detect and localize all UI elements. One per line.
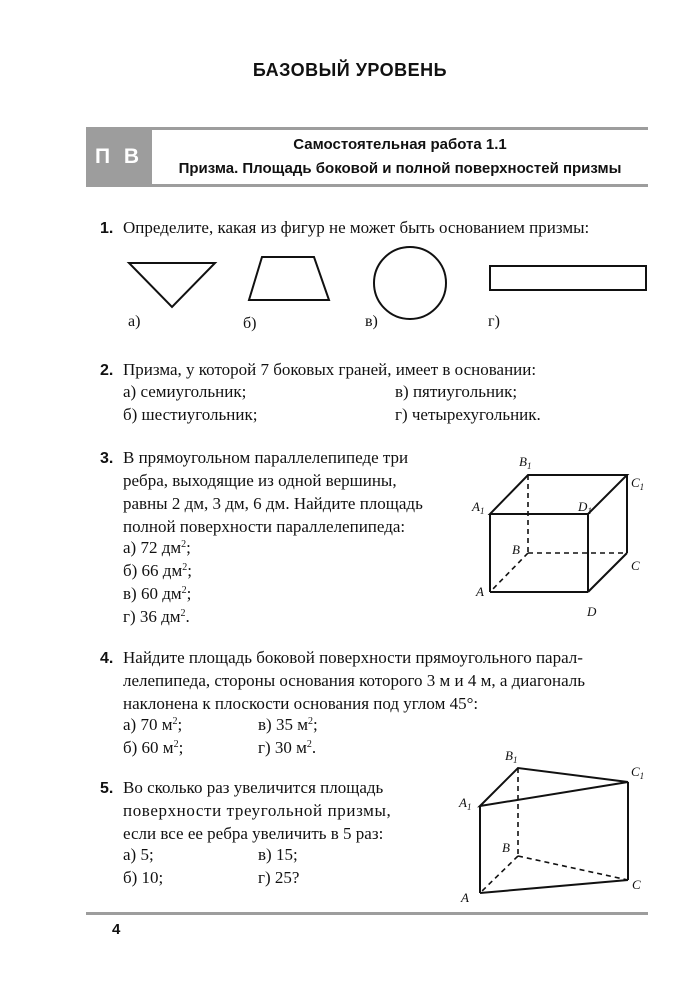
question-3-line: равны 2 дм, 3 дм, 6 дм. Найдите площадь	[123, 494, 423, 513]
answer-option: а) семиугольник;	[123, 382, 247, 401]
question-1-text: Определите, какая из фигур не может быть основанием призмы:	[123, 218, 590, 237]
vertex-label-b: B	[502, 840, 510, 855]
vertex-label-c: C	[632, 877, 641, 892]
level-badge: П В	[86, 127, 152, 187]
topic-title: Призма. Площадь боковой и полной поверхностей призмы	[178, 160, 622, 177]
question-5-number: 5.	[100, 780, 114, 797]
answer-option: а) 70 $м^2$;	[123, 715, 183, 734]
answer-option: б) 60 $м^2$;	[123, 738, 184, 757]
question-5-line: поверхности треугольной призмы,	[123, 801, 392, 820]
vertex-label-a: A	[476, 584, 484, 599]
vertex-label-a1: $A_1$	[472, 499, 485, 516]
question-5-line: Во сколько раз увеличится площадь	[123, 778, 384, 797]
vertex-label-b1: $B_1$	[519, 454, 532, 471]
vertex-label-a1: $A_1$	[459, 795, 472, 812]
answer-option: а) 72 $дм^2$;	[123, 538, 191, 557]
answer-option: в) пятиугольник;	[395, 382, 518, 401]
answer-option: б) 10;	[123, 868, 164, 887]
question-3-line: полной поверхности параллелепипеда:	[123, 517, 406, 536]
answer-option: г) 25?	[258, 868, 300, 887]
answer-option: г) четырехугольник.	[395, 405, 541, 424]
question-3-line: ребра, выходящие из одной вершины,	[123, 471, 397, 490]
question-5-line: если все ее ребра увеличить в 5 раз:	[123, 824, 384, 843]
figure-label-v: в)	[365, 313, 378, 330]
page-number: 4	[112, 921, 121, 938]
vertex-label-b: B	[512, 542, 520, 557]
answer-option: г) 30 $м^2$.	[258, 738, 317, 757]
vertex-label-b1: $B_1$	[505, 748, 518, 765]
question-4-line: лелепипеда, стороны основания которого 3 м и 4 м, а диагональ	[123, 671, 586, 690]
question-4-number: 4.	[100, 650, 114, 667]
answer-option: г) 36 $дм^2$.	[123, 607, 190, 626]
figure-label-a: а)	[128, 313, 141, 330]
work-title: Самостоятельная работа 1.1	[293, 136, 507, 153]
answer-option: в) 15;	[258, 845, 298, 864]
vertex-label-d1: $D_1$	[578, 499, 592, 516]
vertex-label-d: D	[587, 604, 597, 619]
vertex-label-c1: $C_1$	[631, 475, 645, 492]
answer-option: в) 60 $дм^2$;	[123, 584, 192, 603]
answer-option: б) 66 $дм^2$;	[123, 561, 192, 580]
vertex-label-a: A	[461, 890, 469, 905]
figure-label-b: б)	[243, 315, 257, 332]
vertex-label-c1: $C_1$	[631, 764, 645, 781]
question-3-number: 3.	[100, 450, 114, 467]
vertex-label-c: C	[631, 558, 640, 573]
answer-option: в) 35 $м^2$;	[258, 715, 318, 734]
question-4-line: наклонена к плоскости основания под углом 45°:	[123, 694, 479, 713]
question-3-line: В прямоугольном параллелепипеде три	[123, 448, 409, 467]
section-level-title: БАЗОВЫЙ УРОВЕНЬ	[252, 60, 448, 80]
answer-option: б) шестиугольник;	[123, 405, 258, 424]
answer-option: а) 5;	[123, 845, 154, 864]
question-2-number: 2.	[100, 362, 114, 379]
question-1-number: 1.	[100, 220, 114, 237]
figure-label-g: г)	[488, 313, 500, 330]
question-4-line: Найдите площадь боковой поверхности прямоугольного парал-	[123, 648, 583, 667]
question-2-text: Призма, у которой 7 боковых граней, имеет в основании:	[123, 360, 537, 379]
footer-rule	[86, 912, 648, 915]
